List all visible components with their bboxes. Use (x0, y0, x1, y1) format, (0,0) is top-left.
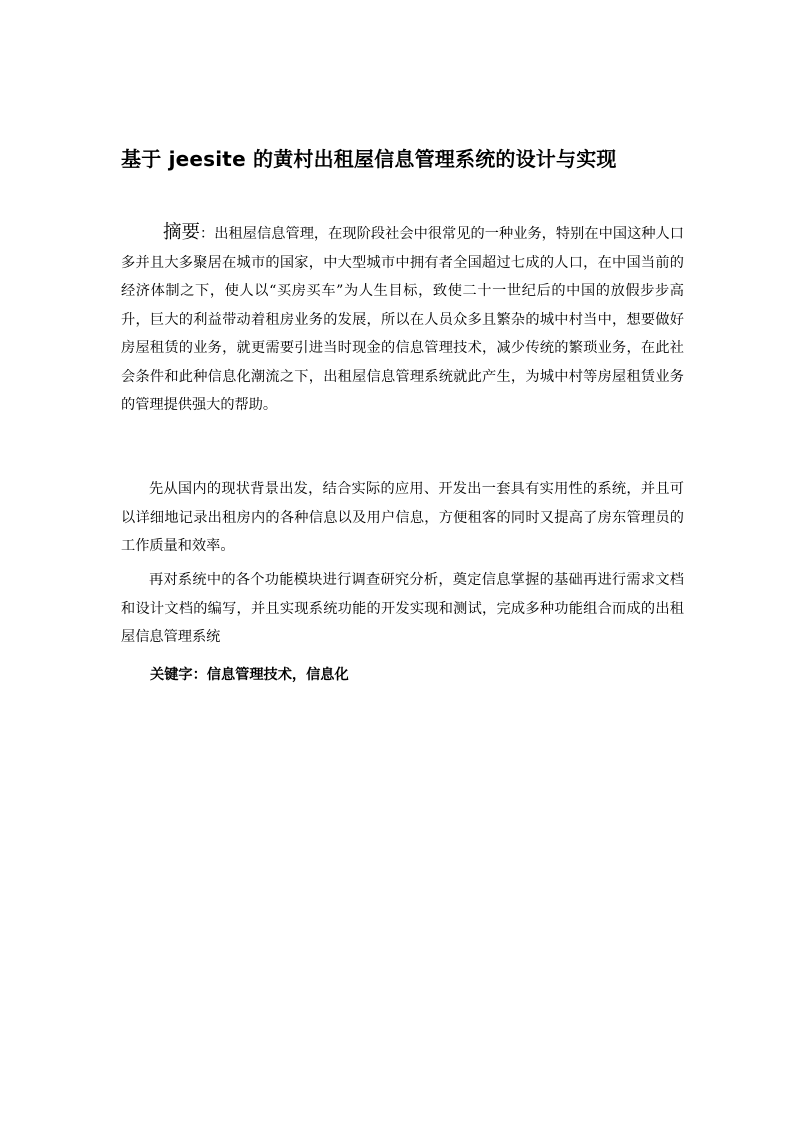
abstract-label: 摘要 (163, 222, 201, 243)
abstract-paragraph (121, 219, 684, 420)
body-paragraph-3: 再对系统中的各个功能模块进行调查研究分析，奠定信息掌握的基础再进行需求文档和设计文档的编写，并且实现系统功能的开发实现和测试，完成多种功能组合而成的出租屋信息管理系统 (121, 572, 684, 645)
keywords-line: 关键字：信息管理技术，信息化 (150, 667, 349, 683)
abstract-colon: ： (200, 226, 215, 242)
document-title: 基于 jeesite 的黄村出租屋信息管理系统的设计与实现 (121, 147, 617, 171)
body-paragraph-2: 先从国内的现状背景出发，结合实际的应用、开发出一套具有实用性的系统，并且可以详细地记录出租房内的各种信息以及用户信息，方便租客的同时又提高了房东管理员的工作质量和效率。 (121, 481, 684, 554)
abstract-text: 出租屋信息管理，在现阶段社会中很常见的一种业务，特别在中国这种人口多并且大多聚居在城市的国家，中大型城市中拥有者全国超过七成的人口，在中国当前的经济体制之下，使人以“买房买车”为人生目标，致使二十一世纪后的中国的放假步步高升，巨大的利益带动着租房业务的发展，所以在人员众多且繁杂的城中村当中，想要做好房屋租赁的业务，就更需要引进当时现金的信息管理技术，减少传统的繁琐业务，在此社会条件和此种信息化潮流之下，出租屋信息管理系统就此产生，为城中村等房屋租赁业务的管理提供强大的帮助。 (121, 226, 684, 413)
